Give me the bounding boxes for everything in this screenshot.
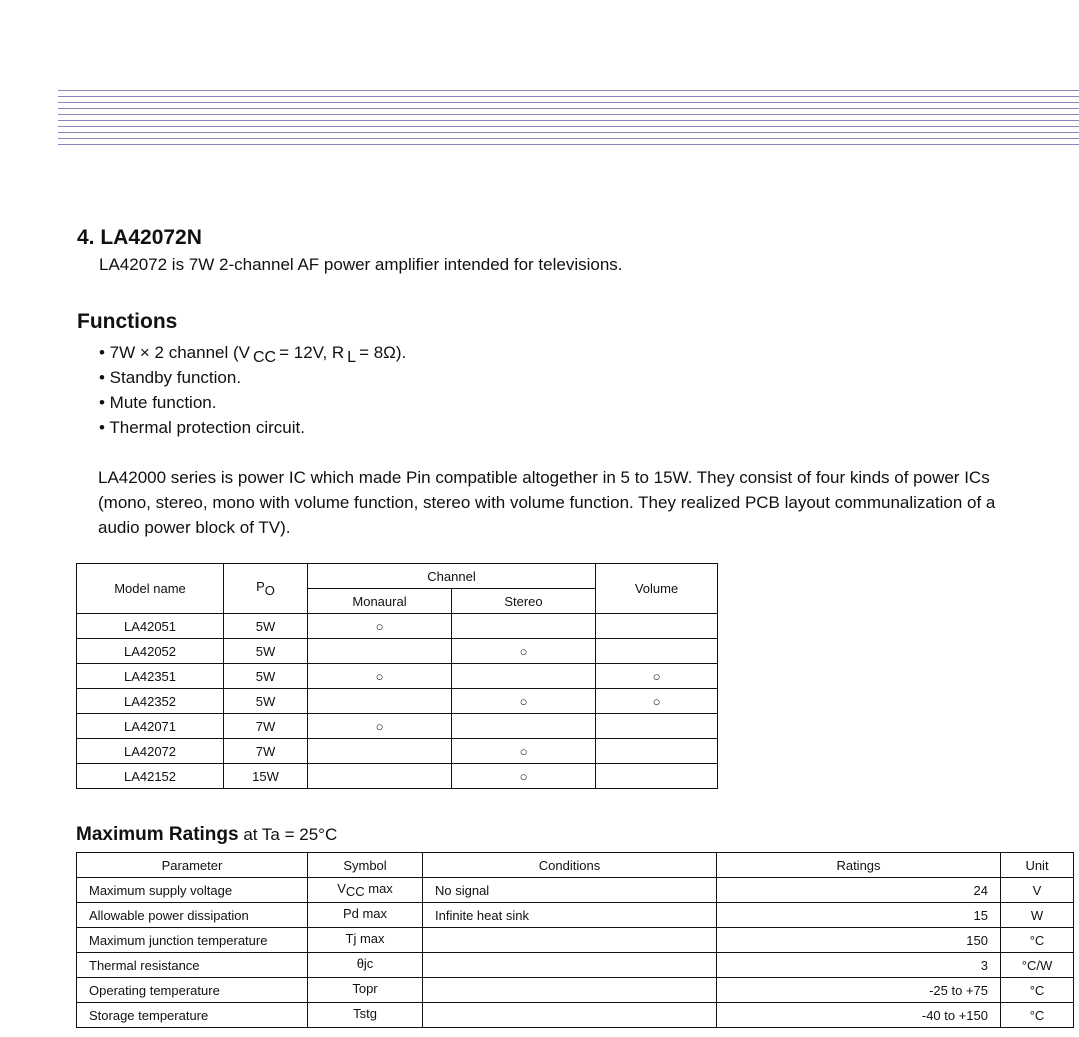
unit-cell: °C xyxy=(1001,978,1074,1003)
table-row xyxy=(77,639,718,664)
functions-title: Functions xyxy=(77,310,178,333)
table-row xyxy=(77,928,1074,953)
symbol-text: V xyxy=(337,881,346,896)
function-item: • Thermal protection circuit. xyxy=(99,418,305,437)
subscript: L xyxy=(347,349,357,366)
table-row xyxy=(77,903,1074,928)
table-row xyxy=(77,739,718,764)
model-cell: LA42072 xyxy=(77,739,224,764)
table-row xyxy=(77,953,1074,978)
max-ratings-condition: at Ta = 25°C xyxy=(243,825,338,844)
monaural-cell: ○ xyxy=(308,714,452,739)
table-row xyxy=(77,978,1074,1003)
symbol-cell xyxy=(308,1003,423,1028)
max-ratings-title: Maximum Ratings xyxy=(76,824,239,845)
function-item xyxy=(99,340,406,365)
symbol-cell xyxy=(308,878,423,903)
model-table xyxy=(76,563,718,789)
volume-cell: ○ xyxy=(596,689,718,714)
model-cell: LA42051 xyxy=(77,614,224,639)
header-channel: Channel xyxy=(308,564,596,589)
monaural-cell: ○ xyxy=(308,664,452,689)
symbol-cell xyxy=(308,903,423,928)
model-cell: LA42052 xyxy=(77,639,224,664)
conditions-cell xyxy=(423,1003,717,1028)
header-conditions: Conditions xyxy=(423,853,717,878)
monaural-cell: ○ xyxy=(308,614,452,639)
header-symbol: Symbol xyxy=(308,853,423,878)
conditions-cell: Infinite heat sink xyxy=(423,903,717,928)
rating-cell: 3 xyxy=(717,953,1001,978)
model-cell: LA42071 xyxy=(77,714,224,739)
monaural-cell xyxy=(308,639,452,664)
symbol-subscript: CC xyxy=(345,884,365,899)
unit-cell: W xyxy=(1001,903,1074,928)
stereo-cell: ○ xyxy=(452,689,596,714)
parameter-cell: Maximum junction temperature xyxy=(77,928,308,953)
stereo-cell: ○ xyxy=(452,739,596,764)
conditions-cell xyxy=(423,953,717,978)
symbol-cell xyxy=(308,978,423,1003)
symbol-text: Tj max xyxy=(345,931,385,946)
po-cell: 5W xyxy=(224,689,308,714)
table-row xyxy=(77,764,718,789)
table-row xyxy=(77,714,718,739)
monaural-cell xyxy=(308,689,452,714)
conditions-cell xyxy=(423,978,717,1003)
symbol-text: Topr xyxy=(352,981,378,996)
rating-cell: -40 to +150 xyxy=(717,1003,1001,1028)
symbol-suffix: max xyxy=(364,881,393,896)
unit-cell: V xyxy=(1001,878,1074,903)
symbol-cell xyxy=(308,953,423,978)
header-unit: Unit xyxy=(1001,853,1074,878)
header-parameter: Parameter xyxy=(77,853,308,878)
po-cell: 5W xyxy=(224,639,308,664)
functions-list xyxy=(99,340,406,440)
section-title: 4. LA42072N xyxy=(77,226,202,249)
symbol-text: Tstg xyxy=(353,1006,377,1021)
table-row xyxy=(77,614,718,639)
series-line: LA42000 series is power IC which made Pin compatible altogether in 5 to 15W. They consist of four kinds of power ICs xyxy=(98,468,990,487)
rating-cell: 150 xyxy=(717,928,1001,953)
conditions-cell xyxy=(423,928,717,953)
parameter-cell: Maximum supply voltage xyxy=(77,878,308,903)
po-cell: 5W xyxy=(224,664,308,689)
po-subscript: O xyxy=(264,583,275,598)
rating-cell: 15 xyxy=(717,903,1001,928)
volume-cell: ○ xyxy=(596,664,718,689)
stereo-cell xyxy=(452,714,596,739)
max-ratings-heading xyxy=(76,824,337,846)
stereo-cell xyxy=(452,664,596,689)
function-item: • Mute function. xyxy=(99,393,217,412)
header-po xyxy=(224,564,308,614)
series-line: (mono, stereo, mono with volume function, stereo with volume function. They realized PCB layout communalization of a xyxy=(98,493,996,512)
monaural-cell xyxy=(308,739,452,764)
symbol-text: θjc xyxy=(356,956,374,971)
monaural-cell xyxy=(308,764,452,789)
unit-cell: °C xyxy=(1001,1003,1074,1028)
stereo-cell: ○ xyxy=(452,639,596,664)
stereo-cell: ○ xyxy=(452,764,596,789)
subscript: CC xyxy=(253,349,277,366)
header-stereo: Stereo xyxy=(452,589,596,614)
unit-cell: °C xyxy=(1001,928,1074,953)
max-ratings-table xyxy=(76,852,1074,1028)
table-row xyxy=(77,878,1074,903)
parameter-cell: Operating temperature xyxy=(77,978,308,1003)
table-row xyxy=(77,664,718,689)
rating-cell: -25 to +75 xyxy=(717,978,1001,1003)
header-ratings: Ratings xyxy=(717,853,1001,878)
model-cell: LA42352 xyxy=(77,689,224,714)
function-item-text: = 8Ω). xyxy=(359,343,407,362)
table-row xyxy=(77,689,718,714)
volume-cell xyxy=(596,639,718,664)
volume-cell xyxy=(596,614,718,639)
po-cell: 15W xyxy=(224,764,308,789)
header-volume: Volume xyxy=(596,564,718,614)
stereo-cell xyxy=(452,614,596,639)
header-monaural: Monaural xyxy=(308,589,452,614)
table-row xyxy=(77,1003,1074,1028)
po-cell: 5W xyxy=(224,614,308,639)
header-rule-lines xyxy=(58,90,1079,150)
function-item-text: = 12V, R xyxy=(279,343,345,362)
volume-cell xyxy=(596,714,718,739)
unit-cell: °C/W xyxy=(1001,953,1074,978)
volume-cell xyxy=(596,739,718,764)
series-description xyxy=(98,465,1079,540)
parameter-cell: Storage temperature xyxy=(77,1003,308,1028)
function-item: • Standby function. xyxy=(99,368,242,387)
rating-cell: 24 xyxy=(717,878,1001,903)
header-model-name: Model name xyxy=(77,564,224,614)
symbol-text: Pd max xyxy=(342,906,388,921)
model-cell: LA42152 xyxy=(77,764,224,789)
series-line: audio power block of TV). xyxy=(98,518,291,537)
function-item-text: • 7W × 2 channel (V xyxy=(99,343,250,362)
po-cell: 7W xyxy=(224,714,308,739)
volume-cell xyxy=(596,764,718,789)
model-cell: LA42351 xyxy=(77,664,224,689)
parameter-cell: Allowable power dissipation xyxy=(77,903,308,928)
po-label: P xyxy=(256,579,265,594)
parameter-cell: Thermal resistance xyxy=(77,953,308,978)
symbol-cell xyxy=(308,928,423,953)
po-cell: 7W xyxy=(224,739,308,764)
intro-text: LA42072 is 7W 2-channel AF power amplifier intended for televisions. xyxy=(99,255,623,274)
conditions-cell: No signal xyxy=(423,878,717,903)
